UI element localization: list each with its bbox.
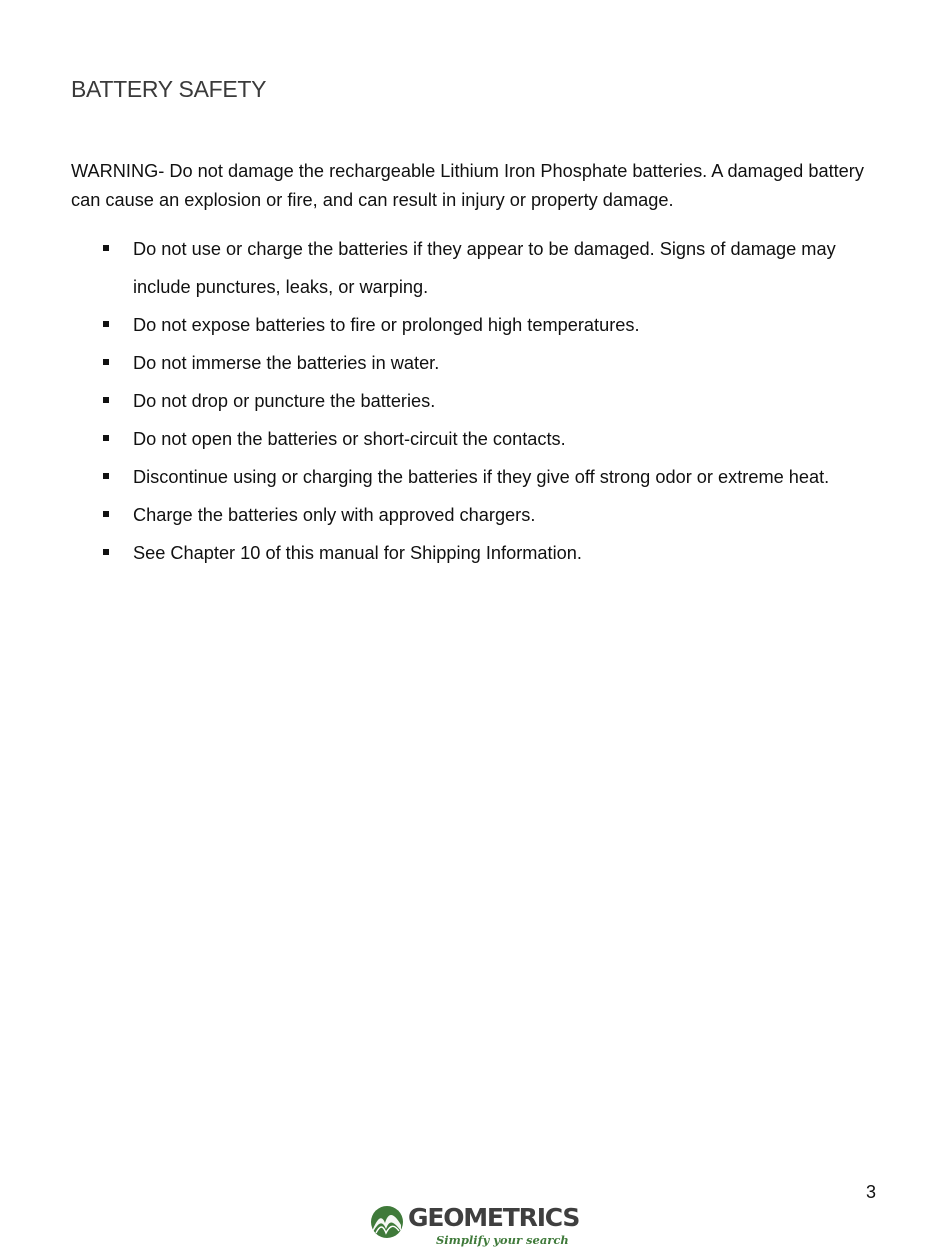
square-bullet-icon bbox=[103, 359, 109, 365]
bullet-item bbox=[101, 420, 891, 458]
safety-bullet-list bbox=[101, 230, 891, 572]
square-bullet-icon bbox=[103, 549, 109, 555]
square-bullet-icon bbox=[103, 397, 109, 403]
geometrics-logo-icon bbox=[370, 1205, 404, 1239]
square-bullet-icon bbox=[103, 473, 109, 479]
bullet-item bbox=[101, 306, 891, 344]
section-title: BATTERY SAFETY bbox=[71, 76, 267, 102]
bullet-text: Do not open the batteries or short-circuit the contacts. bbox=[133, 429, 566, 449]
bullet-text: Do not use or charge the batteries if they appear to be damaged. Signs of damage may include punctures, leaks, or warping. bbox=[133, 239, 836, 297]
bullet-text: Do not immerse the batteries in water. bbox=[133, 353, 440, 373]
bullet-item bbox=[101, 534, 891, 572]
warning-paragraph: WARNING- Do not damage the rechargeable Lithium Iron Phosphate batteries. A damaged battery can cause an explosion or fire, and can result in injury or property damage. bbox=[71, 161, 864, 210]
brand-tagline: Simplify your search bbox=[436, 1233, 569, 1247]
square-bullet-icon bbox=[103, 245, 109, 251]
page-number: 3 bbox=[865, 1182, 876, 1202]
bullet-text: Discontinue using or charging the batteries if they give off strong odor or extreme heat. bbox=[133, 467, 830, 487]
bullet-text: Charge the batteries only with approved chargers. bbox=[133, 505, 536, 525]
bullet-item bbox=[101, 344, 891, 382]
square-bullet-icon bbox=[103, 511, 109, 517]
bullet-text: Do not drop or puncture the batteries. bbox=[133, 391, 436, 411]
square-bullet-icon bbox=[103, 321, 109, 327]
bullet-item bbox=[101, 230, 891, 306]
bullet-item bbox=[101, 496, 891, 534]
bullet-text: See Chapter 10 of this manual for Shipping Information. bbox=[133, 543, 582, 563]
bullet-item bbox=[101, 382, 891, 420]
bullet-item bbox=[101, 458, 891, 496]
brand-name: GEOMETRICS bbox=[408, 1203, 580, 1232]
footer-logo bbox=[370, 1203, 580, 1251]
bullet-text: Do not expose batteries to fire or prolonged high temperatures. bbox=[133, 315, 640, 335]
square-bullet-icon bbox=[103, 435, 109, 441]
